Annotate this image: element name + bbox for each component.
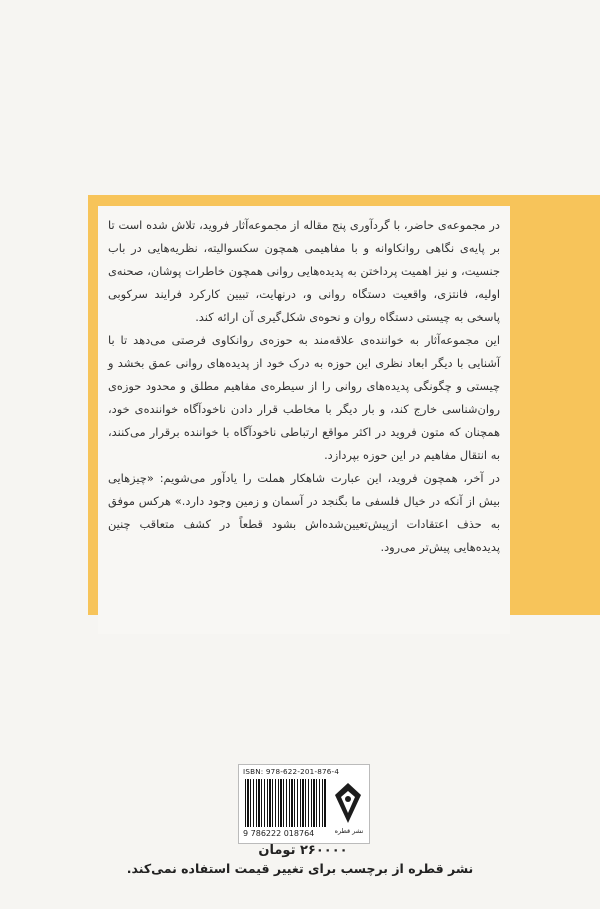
- publisher-logo-label: نشر قطره: [334, 827, 364, 835]
- barcode-bars: [245, 779, 327, 827]
- paragraph-2: این مجموعه‌آثار به خواننده‌ی علاقه‌مند به حوزه‌ی روانکاوی فرصتی می‌دهد تا با آشنایی با دیگر ابعاد نظری این حوزه به درک خود از پدیده‌های روانی عمق بخشد و چیستی و چگونگی پدیده‌های روانی را از سیطره‌ی مفاهیم مطلق و محدود حوزه‌ی روان‌شناسی خارج کند، و بار دیگر با مخاطب قرار دادن ناخودآگاه خواننده‌ی خود، همچنان که متون فروید در اکثر مواقع ارتباطی ناخودآگاه با خواننده برقرار می‌کنند، به انتقال مفاهیم در این حوزه بپردازد.: [108, 333, 500, 462]
- back-cover-text-panel: [98, 206, 510, 634]
- barcode-digits: 9 786222 018764: [243, 829, 315, 838]
- publisher-logo-icon: [333, 781, 363, 825]
- paragraph-3: در آخر، همچون فروید، این عبارت شاهکار هملت را یادآور می‌شویم: «چیزهایی بیش از آنکه در خیال فلسفی ما بگنجد در آسمان و زمین وجود دارد.» هرکس موفق به حذف اعتقادات ازپیش‌تعیین‌شده‌اش بشود قطعاً در کشف متعاقب چنین پدیده‌هایی پیش‌تر می‌رود.: [108, 471, 500, 554]
- paragraph-1: در مجموعه‌ی حاضر، با گردآوری پنج مقاله از مجموعه‌آثار فروید، تلاش شده است تا بر پایه‌ی نگاهی روانکاوانه و با مفاهیمی همچون سکسوالیته، نظریه‌هایی در باب جنسیت، و نیز اهمیت پرداختن به پدیده‌هایی روانی همچون خاطرات پوشان، صحنه‌ی اولیه، فانتزی، واقعیت دستگاه روانی و، درنهایت، تبیین کارکرد فرایند سرکوبی پاسخی به چیستی دستگاه روان و نحوه‌ی شکل‌گیری آن ارائه کند.: [108, 218, 500, 324]
- barcode-label: [238, 764, 370, 844]
- price-sticker-note: نشر قطره از برچسب برای تغییر قیمت استفاده نمی‌کند.: [126, 861, 474, 876]
- price-label: ۲۶۰۰۰۰ تومان: [258, 843, 348, 858]
- isbn-text: ISBN: 978-622-201-876-4: [243, 767, 340, 776]
